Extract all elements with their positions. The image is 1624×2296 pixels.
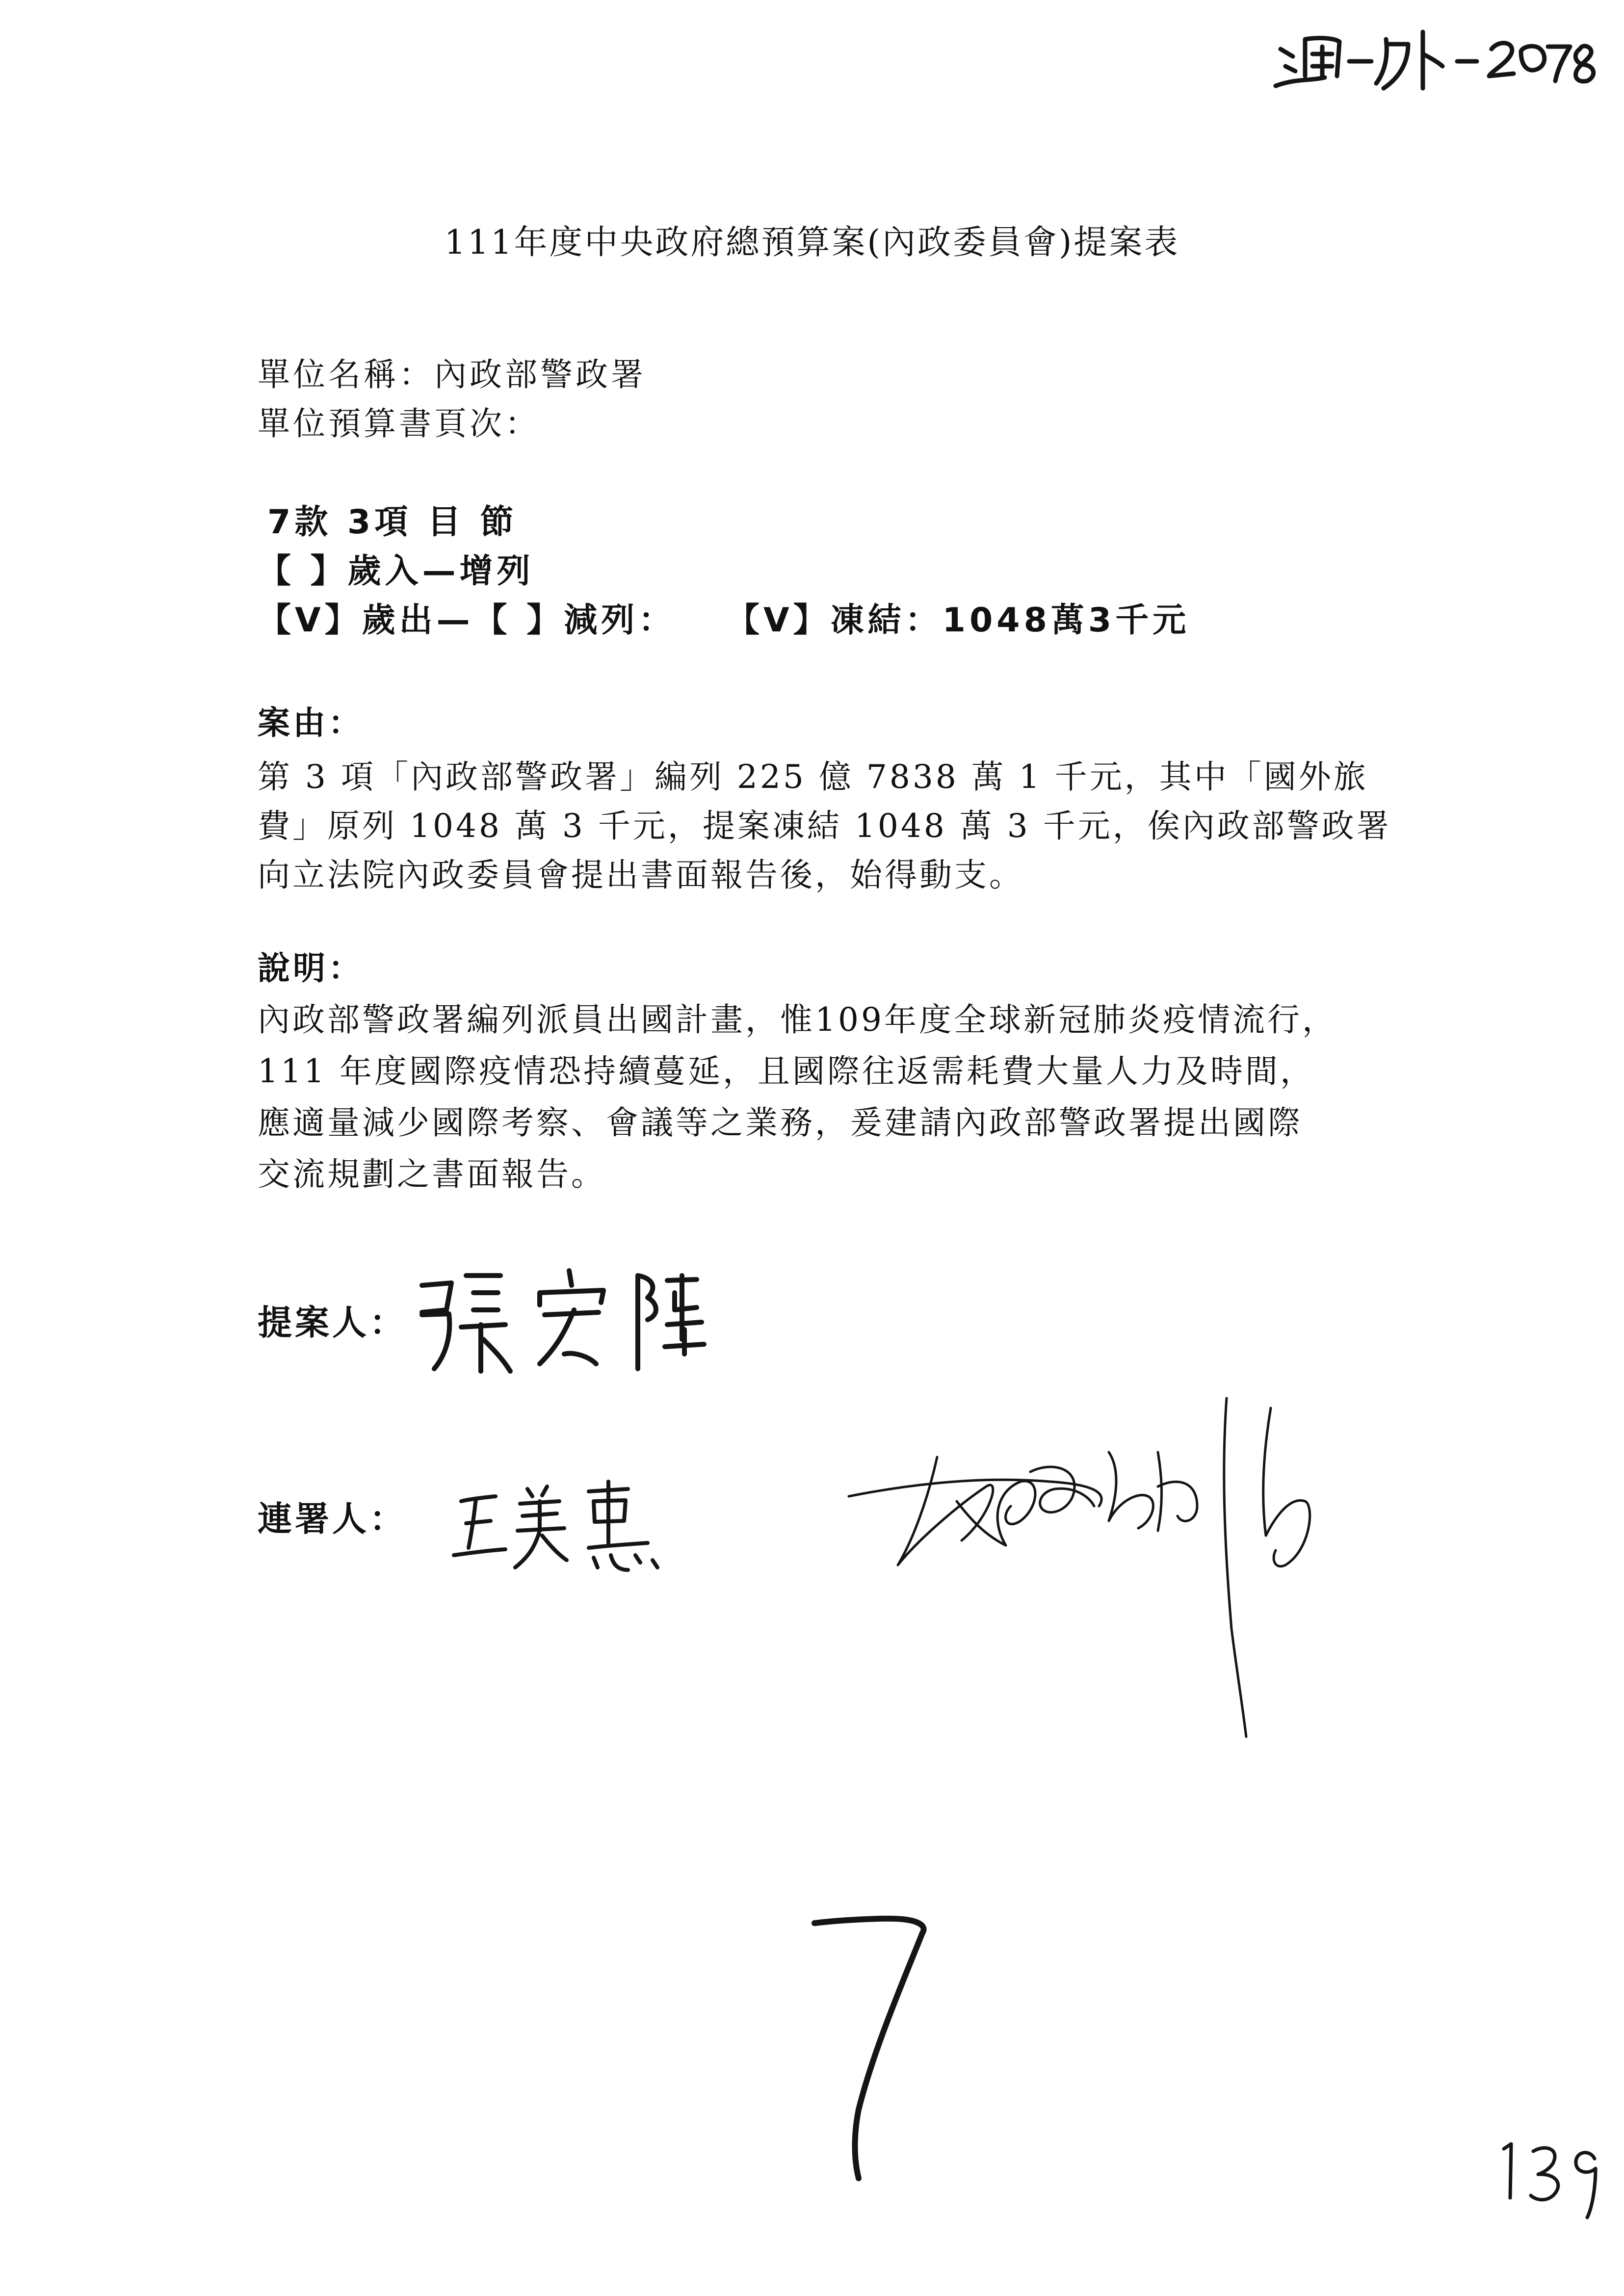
revenue-line: 【 】歲入—增列 (258, 552, 534, 591)
explanation-line: 交流規劃之書面報告。 (258, 1155, 606, 1193)
page-title: 111年度中央政府總預算案(內政委員會)提案表 (444, 223, 1180, 262)
freeze-line: 【V】凍結：1048萬3千元 (726, 601, 1190, 640)
explanation-heading: 說明： (258, 949, 364, 987)
page-number-handwritten (1492, 2134, 1609, 2222)
cosigner-signature (844, 1393, 1393, 1756)
kuan-xiang-line: 7款 3項 目 節 (267, 503, 518, 542)
explanation-line: 111 年度國際疫情恐持續蔓延，且國際往返需耗費大量人力及時間， (258, 1052, 1315, 1090)
reason-line: 向立法院內政委員會提出書面報告後，始得動支。 (258, 856, 1024, 894)
archive-code-handwritten (1266, 20, 1609, 93)
proposer-label: 提案人： (258, 1303, 407, 1343)
explanation-line: 內政部警政署編列派員出國計畫，惟109年度全球新冠肺炎疫情流行， (258, 1001, 1337, 1039)
reason-line: 第 3 項「內政部警政署」編列 225 億 7838 萬 1 千元，其中「國外旅 (258, 758, 1368, 796)
proposer-signature (407, 1256, 711, 1383)
handwritten-number (805, 1904, 962, 2188)
unit-budget-page: 單位預算書頁次： (258, 405, 540, 443)
cosigner-label: 連署人： (258, 1499, 407, 1539)
explanation-line: 應適量減少國際考察、會議等之業務，爰建請內政部警政署提出國際 (258, 1104, 1303, 1142)
unit-name: 單位名稱：內政部警政署 (258, 356, 646, 393)
cosigner-signature (442, 1462, 716, 1585)
reason-heading: 案由： (258, 704, 364, 742)
expenditure-line: 【V】歲出—【 】減列： (258, 601, 676, 640)
reason-line: 費」原列 1048 萬 3 千元，提案凍結 1048 萬 3 千元，俟內政部警政署 (258, 807, 1391, 845)
